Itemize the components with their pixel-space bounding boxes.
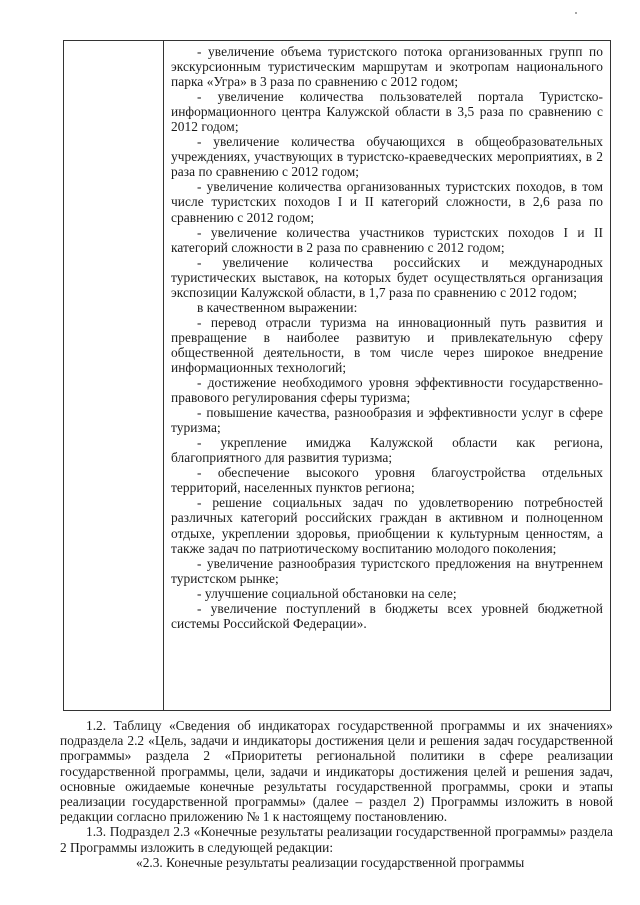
list-item: - укрепление имиджа Калужской области как региона, благоприятного для развития туризма; (171, 435, 603, 466)
list-item: - улучшение социальной обстановки на селе; (197, 585, 457, 601)
list-item: - достижение необходимого уровня эффективности государственно-правового регулирования сферы туризма; (171, 375, 603, 406)
indicators-table (63, 40, 611, 711)
scan-speck (575, 12, 577, 14)
list-item: - увеличение количества пользователей портала Туристско-информационного центра Калужской области в 3,5 раза по сравнению с 2012 годом; (171, 89, 603, 135)
list-item: - увеличение количества российских и международных туристических выставок, на которых будет осуществляться организация экспозиции Калужской области, в 1,7 раза по сравнению с 2012 годом; (171, 254, 603, 300)
table-column-divider (163, 40, 164, 711)
list-item: - повышение качества, разнообразия и эффективности услуг в сфере туризма; (171, 405, 603, 436)
list-item: - увеличение разнообразия туристского предложения на внутреннем туристском рынке; (171, 555, 603, 586)
list-item: - увеличение количества обучающихся в общеобразовательных учреждениях, участвующих в туристско-краеведческих мероприятиях, в 2 раза по сравнению с 2012 годом; (171, 134, 603, 180)
list-item: - увеличение поступлений в бюджеты всех уровней бюджетной системы Российской Федерации». (171, 600, 603, 631)
list-item: - обеспечение высокого уровня благоустройства отдельных территорий, населенных пунктов региона; (171, 465, 603, 496)
list-item: - увеличение количества организованных туристских походов, в том числе туристских походов I и II категорий сложности, в 2,6 раза по сравнению с 2012 годом; (171, 179, 603, 225)
list-item: - увеличение количества участников туристских походов I и II категорий сложности в 2 раза по сравнению с 2012 годом; (171, 224, 603, 255)
paragraph-1-2: 1.2. Таблицу «Сведения об индикаторах государственной программы и их значениях» подраздела 2.2 «Цель, задачи и индикаторы достижения цели и решения задач государственной программы» раздела 2 «Приоритеты региональной политики в сфере реализации государственной программы, цели, задачи и индикаторы достижения целей и решения задач, основные ожидаемые конечные результаты государственной программы, сроки и этапы реализации государственной программы» (далее – раздел 2) Программы изложить в новой редакции согласно приложению № 1 к настоящему постановлению. (60, 718, 613, 825)
table-cell-results (171, 44, 603, 631)
paragraph-1-3: 1.3. Подраздел 2.3 «Конечные результаты реализации государственной программы» раздела 2 Программы изложить в следующей редакции: (60, 824, 613, 855)
list-item: - перевод отрасли туризма на инновационный путь развития и превращение в наиболее развитую и привлекательную сферу общественной деятельности, в том числе через широкое внедрение информационных технологий; (171, 314, 603, 375)
list-item: - решение социальных задач по удовлетворению потребностей различных категорий российских граждан в активном и полноценном отдыхе, укреплении здоровья, приобщении к культурным ценностям, а также задач по патриотическому воспитанию молодого поколения; (171, 495, 603, 556)
body-text (60, 718, 613, 870)
list-heading: в качественном выражении: (197, 299, 358, 315)
section-2-3-heading: «2.3. Конечные результаты реализации государственной программы (136, 854, 525, 870)
list-item: - увеличение объема туристского потока организованных групп по экскурсионным туристическим маршрутам и экотропам национального парка «Угра» в 3 раза по сравнению с 2012 годом; (171, 44, 603, 90)
